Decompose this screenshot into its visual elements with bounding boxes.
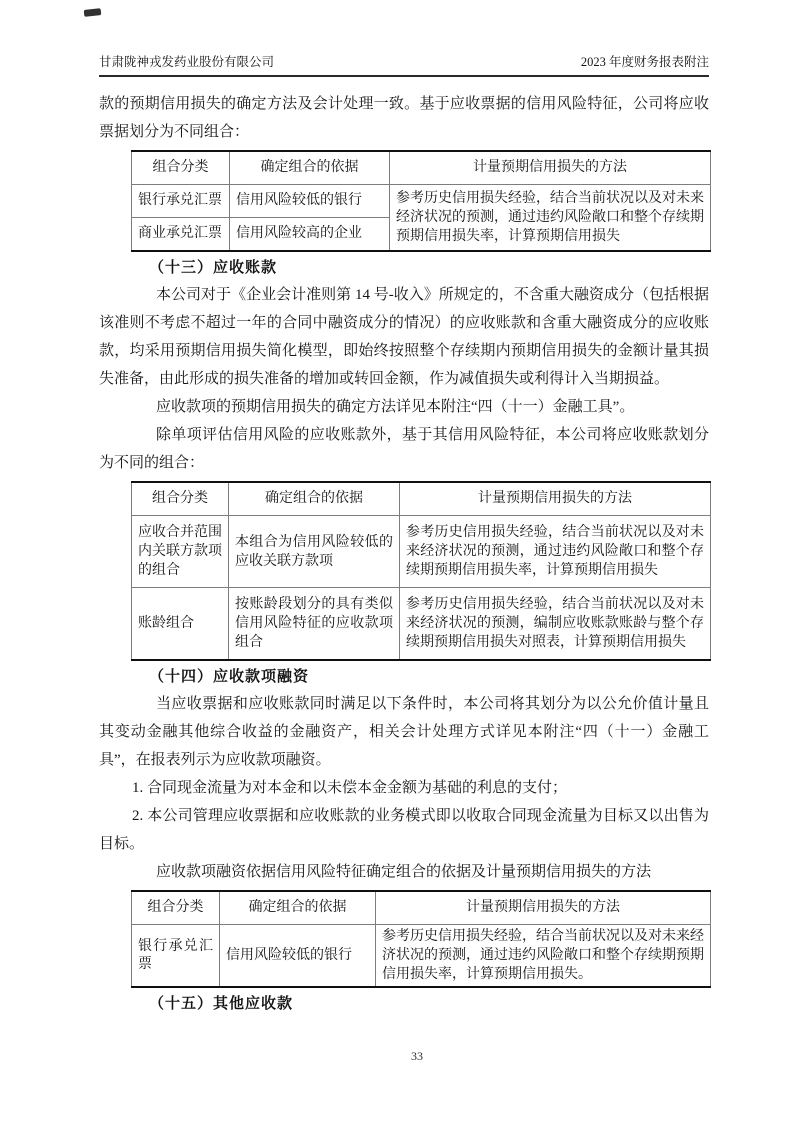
table-row — [132, 925, 711, 988]
table-cell: 参考历史信用损失经验，结合当前状况以及对未来经济状况的预测，编制应收账款账龄与整个存续期预期信用损失对照表，计算预期信用损失 — [400, 588, 711, 661]
page-content — [99, 90, 709, 1017]
table-cell: 银行承兑汇票 — [132, 185, 230, 218]
header-doc-title: 2023 年度财务报表附注 — [580, 55, 709, 69]
header-company-name: 甘肃陇神戎发药业股份有限公司 — [99, 55, 275, 69]
section-heading-14: （十四）应收款项融资 — [149, 668, 310, 685]
table-row — [132, 185, 711, 218]
table-cell: 参考历史信用损失经验，结合当前状况以及对未来经济状况的预测，通过违约风险敞口和整个存续期预期信用损失率，计算预期信用损失。 — [376, 925, 711, 988]
table-cell: 账龄组合 — [132, 588, 229, 661]
table-cell-merged-method: 参考历史信用损失经验，结合当前状况以及对未来经济状况的预测，通过违约风险敞口和整个存续期预期信用损失率，计算预期信用损失 — [390, 185, 711, 252]
page-header — [99, 54, 709, 77]
paragraph-s13-reference: 应收款项的预期信用损失的确定方法详见本附注“四（十一）金融工具”。 — [156, 399, 635, 415]
table-header-row — [132, 151, 711, 185]
receivables-financing-portfolio-table — [131, 890, 711, 988]
table-cell: 应收合并范围内关联方款项的组合 — [132, 516, 229, 588]
table-header-cell: 组合分类 — [132, 482, 229, 516]
accounts-receivable-portfolio-table — [131, 481, 711, 661]
table-row — [132, 588, 711, 661]
paragraph-s14-table-caption: 应收款项融资依据信用风险特征确定组合的依据及计量预期信用损失的方法 — [156, 864, 652, 880]
table-cell: 商业承兑汇票 — [132, 217, 230, 251]
paragraph-s13-policy: 本公司对于《企业会计准则第 14 号-收入》所规定的，不含重大融资成分（包括根据该准则不考虑不超过一年的合同中融资成分的情况）的应收账款和含重大融资成分的应收账款，均采用预期信用损失简化模型，即始终按照整个存续期内预期信用损失的金额计量其损失准备，由此形成的损失准备的增加或转回金额，作为减值损失或利得计入当期损益。 — [99, 287, 709, 387]
table-cell: 信用风险较高的企业 — [230, 217, 390, 251]
paragraph-intro-continuation: 款的预期信用损失的确定方法及会计处理一致。基于应收票据的信用风险特征，公司将应收票据划分为不同组合： — [99, 96, 709, 140]
table-header-cell: 确定组合的依据 — [229, 482, 400, 516]
table-header-row — [132, 891, 711, 925]
table-header-cell: 计量预期信用损失的方法 — [390, 151, 711, 185]
table-header-row — [132, 482, 711, 516]
notes-receivable-portfolio-table — [131, 150, 711, 252]
table-header-cell: 组合分类 — [132, 151, 230, 185]
page-number: 33 — [411, 1049, 423, 1063]
table-header-cell: 组合分类 — [132, 891, 220, 925]
table-row — [132, 516, 711, 588]
table-cell: 银行承兑汇票 — [132, 925, 220, 988]
scan-artifact — [84, 8, 102, 17]
table-header-cell: 计量预期信用损失的方法 — [400, 482, 711, 516]
table-header-cell: 确定组合的依据 — [220, 891, 376, 925]
table-header-cell: 计量预期信用损失的方法 — [376, 891, 711, 925]
paragraph-s14-conditions: 当应收票据和应收账款同时满足以下条件时，本公司将其划分为以公允价值计量且其变动金融其他综合收益的金融资产，相关会计处理方式详见本附注“四（十一）金融工具”，在报表列示为应收款项融资。 — [99, 696, 709, 768]
list-item-1: 1. 合同现金流量为对本金和以未偿本金金额为基础的利息的支付； — [132, 780, 568, 796]
table-cell: 参考历史信用损失经验，结合当前状况以及对未来经济状况的预测，通过违约风险敞口和整个存续期预期信用损失率，计算预期信用损失 — [400, 516, 711, 588]
table-cell: 本组合为信用风险较低的应收关联方款项 — [229, 516, 400, 588]
table-header-cell: 确定组合的依据 — [230, 151, 390, 185]
list-item-2: 2. 本公司管理应收票据和应收账款的业务模式即以收取合同现金流量为目标又以出售为目标。 — [99, 808, 709, 852]
paragraph-s13-grouping: 除单项评估信用风险的应收账款外，基于其信用风险特征，本公司将应收账款划分为不同的组合： — [99, 427, 709, 471]
section-heading-15: （十五）其他应收款 — [149, 995, 294, 1012]
table-cell: 信用风险较低的银行 — [220, 925, 376, 988]
table-cell: 信用风险较低的银行 — [230, 185, 390, 218]
table-cell: 按账龄段划分的具有类似信用风险特征的应收款项组合 — [229, 588, 400, 661]
section-heading-13: （十三）应收账款 — [149, 259, 278, 276]
